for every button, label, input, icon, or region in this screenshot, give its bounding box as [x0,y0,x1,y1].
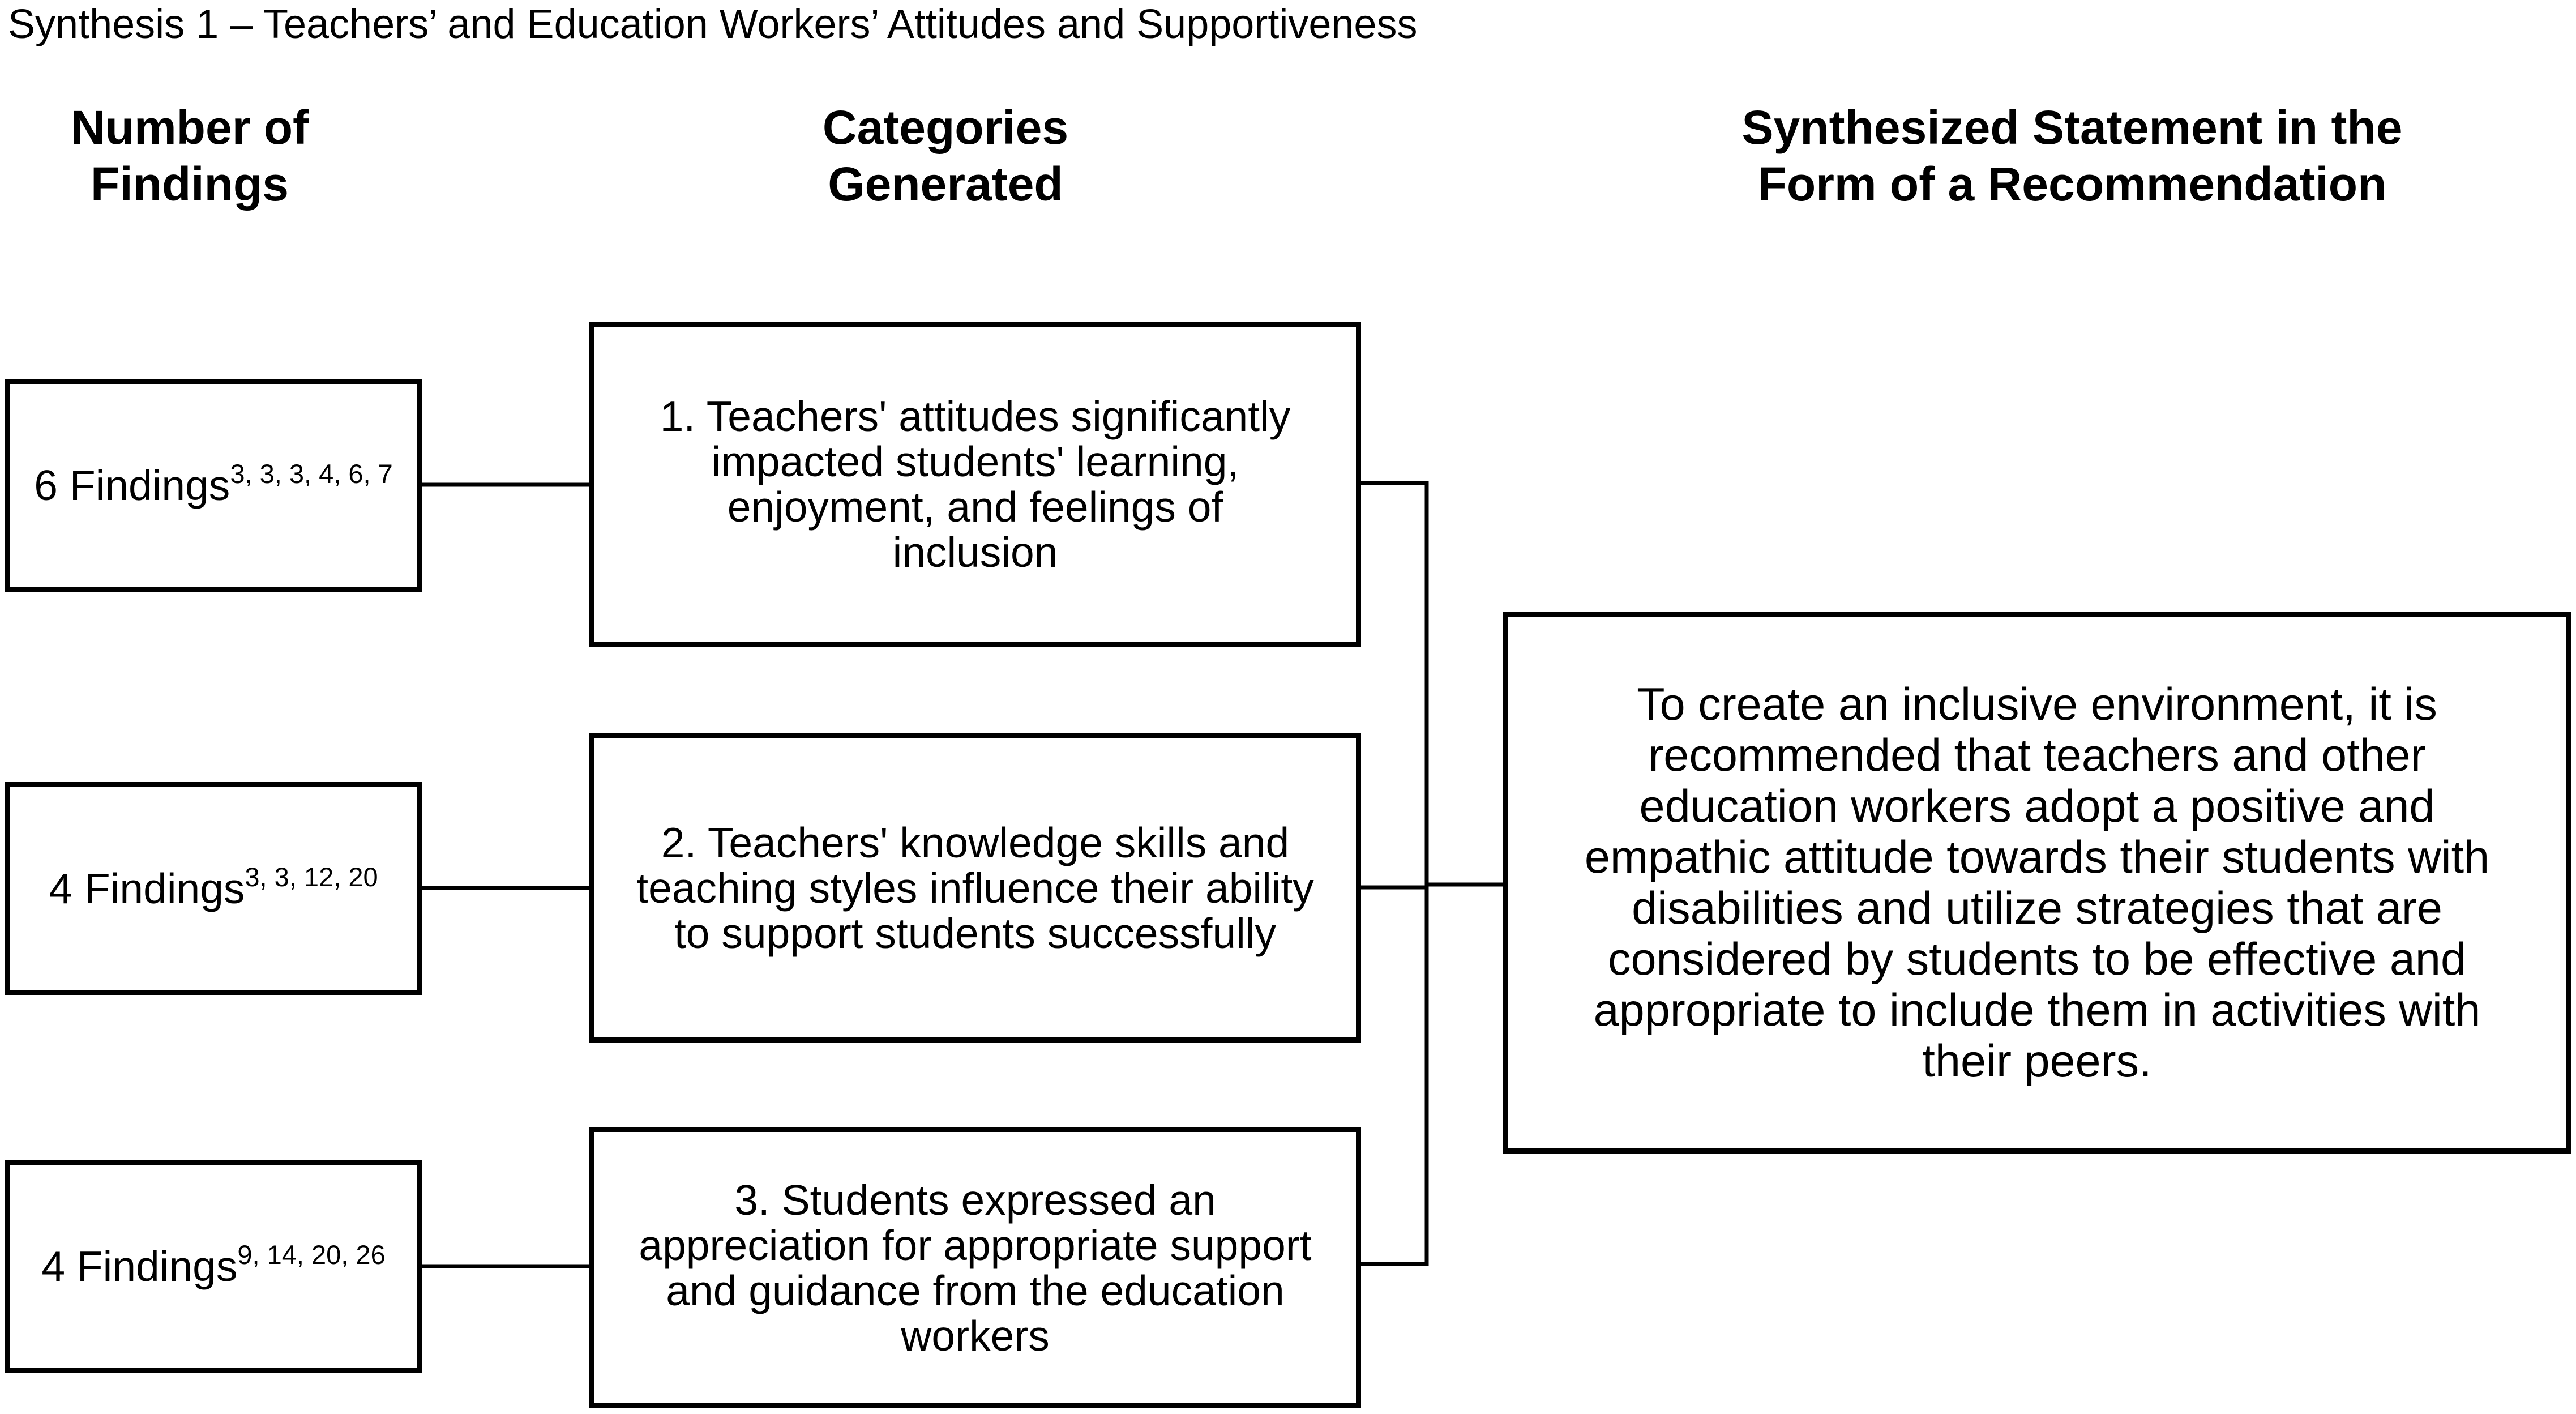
finding-count-3: 4 Findings$^{9, 14, 20, 26}$ [41,1240,386,1290]
finding-box-2 [5,782,422,995]
finding-box-3 [5,1160,422,1373]
finding-refs-1: 3, 3, 3, 4, 6, 7 [230,459,393,489]
category-box-3 [589,1127,1361,1408]
recommendation-box [1503,612,2571,1154]
category-text-2: 2. Teachers' knowledge skills and teaching styles influence their ability to support students successfully [636,819,1314,957]
category-text-3: 3. Students expressed an appreciation for appropriate support and guidance from the education workers [639,1176,1312,1360]
finding-refs-3: 9, 14, 20, 26 [237,1240,386,1270]
recommendation-text: To create an inclusive environment, it is recommended that teachers and other education workers adopt a positive and empathic attitude towards their students with disabilities and utilize strategies that are considered by students to be effective and appropriate to include them in activities with their peers. [1584,679,2490,1087]
category-box-2 [589,733,1361,1043]
diagram-title: Synthesis 1 – Teachers’ and Education Workers’ Attitudes and Supportiveness [8,2,1418,47]
header-recommendation: Synthesized Statement in the Form of a Recommendation [1741,101,2403,211]
header-number-of-findings: Number of Findings [71,101,309,211]
finding-count-1: 6 Findings$^{3, 3, 3, 4, 6, 7}$ [34,459,393,509]
header-categories-generated: Categories Generated [822,101,1069,211]
category-box-1 [589,322,1361,647]
category-text-1: 1. Teachers' attitudes significantly impacted students' learning, enjoyment, and feelings of inclusion [660,392,1291,576]
finding-count-2: 4 Findings$^{3, 3, 12, 20}$ [49,862,378,912]
finding-refs-2: 3, 3, 12, 20 [245,862,378,892]
finding-box-1 [5,379,422,592]
